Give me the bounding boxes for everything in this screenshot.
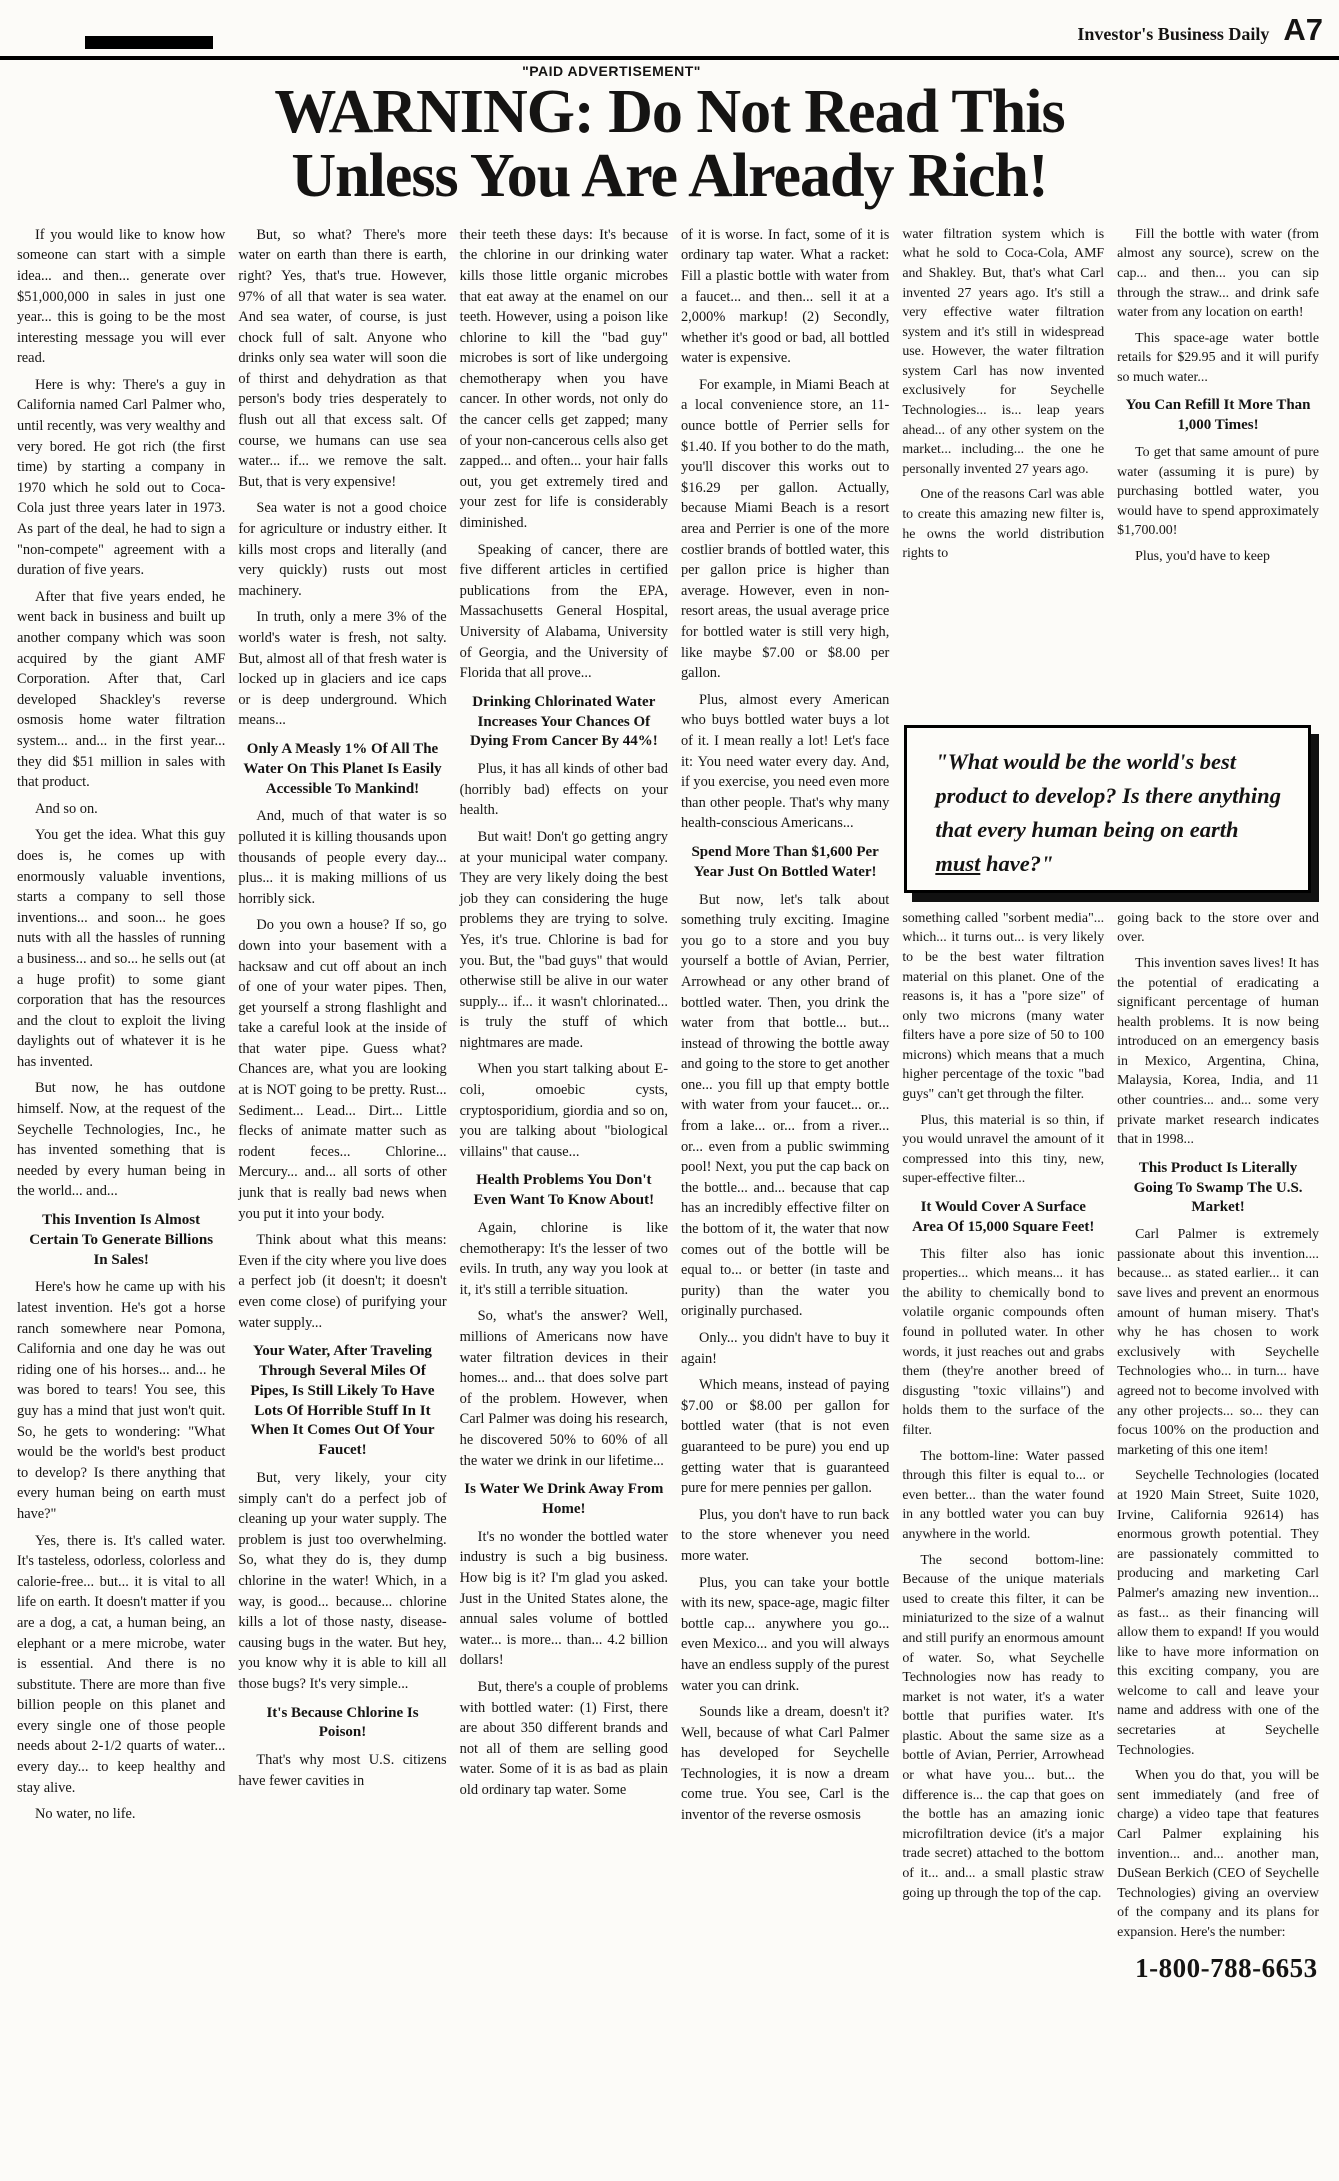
- paragraph: But now, let's talk about something truly exciting. Imagine you go to a store and you buy yourself a bottle of Avian, Perrier, Arrowhead or any other brand of bottled water. Then, you drink the water from that bottle... but... instead of throwing the bottle away and going to the store to get another one... you fill up that empty bottle with water from your faucet... or... from a lake... or... from a river... or... even from a public swimming pool! Next, you put the cap back on the bottle... and... because that cap has an incredibly effective filter on the bottom of it, the water that now comes out of the bottle will be equal to... or better (in taste and purity) than the water you originally purchased.: [680, 891, 890, 1320]
- section-heading: Only A Measly 1% Of All The Water On This Planet Is Easily Accessible To Mankind!: [243, 740, 442, 797]
- publication-name: Investor's Business Daily: [1077, 24, 1270, 44]
- paragraph: Think about what this means: Even if the city where you live does a perfect job (it doesn't; it doesn't even come close) of purifying your water supply...: [238, 1232, 447, 1331]
- paragraph: This filter also has ionic properties... which means... it has the ability to chemically bond to volatile organic compounds often found in polluted water. In other words, it just reaches out and grabs them (they're another breed of disgusting "toxic villains") and holds them to the surface of the filter.: [902, 1246, 1105, 1438]
- section-heading: It Would Cover A Surface Area Of 15,000 Square Feet!: [912, 1199, 1095, 1235]
- paragraph: If you would like to know how someone can start with a simple idea... and then... generate over $51,000,000 in sales in just one year... this is going to be the most interesting message you will ever read.: [17, 226, 226, 367]
- section-heading: Your Water, After Traveling Through Several Miles Of Pipes, Is Still Likely To Have Lots Of Horrible Stuff In It When It Comes Out Of Your Faucet!: [250, 1343, 435, 1459]
- paragraph: Plus, it has all kinds of other bad (horribly bad) effects on your health.: [459, 761, 668, 819]
- paragraph: Plus, you can take your bottle with its new, space-age, magic filter bottle cap... anywhere you go... even Mexico... and you will always have an endless supply of the purest water you can drink.: [680, 1574, 890, 1694]
- column-1: [17, 225, 225, 2181]
- paragraph: The second bottom-line: Because of the unique materials used to create this filter, it can be miniaturized to the size of a walnut and still purify an enormous amount of water. So, what Seychelle Technologies now has ready to market is not water, it's a water bottle that purifies water. It's plastic. About the same size as a bottle of Avian, Perrier, Arrowhead or what have you... but... the difference is... the cap that goes on the bottle has an amazing ionic microfiltration device (it's a major trade secret) attached to the bottom of it... and... a small plastic straw going up through the top of the cap.: [902, 1552, 1105, 1901]
- column-5-bottom: [902, 909, 1104, 1904]
- phone-number: 1-800-788-6653: [1135, 1952, 1318, 1983]
- paragraph: But now, he has outdone himself. Now, at the request of the Seychelle Technologies, Inc., he has invented something that is needed by every human being in the world... and...: [17, 1080, 226, 1200]
- paragraph: When you start talking about E-coli, omoebic cysts, cryptosporidium, giordia and so on, you are talking about "biological villains" that cause...: [459, 1061, 668, 1160]
- paragraph: This invention saves lives! It has the potential of eradicating a significant percentage of human health problems. It is now being introduced on an emergency basis in Mexico, Argentina, China, Malaysia, Korea, India, and 11 other countries... and... some very private market research indicates that in 1998...: [1117, 955, 1319, 1148]
- paragraph: Yes, there is. It's called water. It's tasteless, odorless, colorless and calorie-free... but... it is vital to all life on earth. It doesn't matter if you are a dog, a cat, a human being, an elephant or a mere microbe, water is essential. And there is no substitute. There are more than five billion people on this planet and every single one of those people needs about 2-1/2 quarts of water... every day... to keep healthy and stay alive.: [17, 1532, 226, 1796]
- paragraph: Plus, this material is so thin, if you would unravel the amount of it compressed into this tiny, new, super-effective filter...: [902, 1112, 1105, 1187]
- section-heading: Drinking Chlorinated Water Increases Your Chances Of Dying From Cancer By 44%!: [469, 693, 658, 750]
- paragraph: Do you own a house? If so, go down into your basement with a hacksaw and cut off about an inch of one of your water pipes. Then, get yourself a strong flashlight and take a careful look at the inside of that water pipe. Guess what? Chances are, what you are looking at is NOT going to be pretty. Rust... Sediment... Lead... Dirt... Little flecks of animate matter such as rodent feces... Chlorine... Mercury... and... all sorts of other junk that is really bad news when you put it into your body.: [238, 917, 447, 1222]
- paragraph: When you do that, you will be sent immediately (and free of charge) a video tape that features Carl Palmer explaining his invention... and... another man, DuSean Berkich (CEO of Seychelle Technologies) giving an overview of the company and its plans for expansion. Here's the number:: [1117, 1768, 1319, 1941]
- paragraph: Here is why: There's a guy in California named Carl Palmer who, until recently, was very wealthy and very bored. He got rich (the first time) by starting a company in 1970 which he sold out to Coca-Cola just three years later in 1973. As part of the deal, he had to sign a "non-compete" agreement with a duration of five years.: [17, 376, 226, 579]
- paragraph: It's no wonder the bottled water industry is such a big business. How big is it? I'm glad you asked. Just in the United States alone, the annual sales volume of bottled water... is more... than... 4.2 billion dollars!: [459, 1528, 668, 1669]
- paragraph: For example, in Miami Beach at a local convenience store, an 11-ounce bottle of Perrier sells for $1.40. If you bother to do the math, you'll discover this works out to $16.29 per gallon. Actually, because Miami Beach is a resort area and Perrier is one of the more costlier brands of bottled water, this per gallon price is higher than average. However, even in non-resort areas, the usual average price for bottled water is still very high, like maybe $7.00 or $8.00 per gallon.: [680, 376, 890, 682]
- pull-quote-emphasis: must: [935, 851, 981, 877]
- scan-artifact-bar: [85, 36, 213, 49]
- headline-line-1: WARNING: Do Not Read This: [274, 78, 1065, 146]
- paragraph: Again, chlorine is like chemotherapy: It's the lesser of two evils. In truth, any way you look at it, it's still a terrible situation.: [459, 1220, 668, 1298]
- column-2: [238, 225, 446, 2181]
- pull-quote-text-end: have?": [980, 851, 1054, 877]
- column-4: [681, 225, 889, 2181]
- paragraph: Plus, you don't have to run back to the store whenever you need more water.: [680, 1506, 890, 1564]
- paragraph: No water, no life.: [35, 1806, 136, 1823]
- paragraph: But, very likely, your city simply can't do a perfect job of cleaning up your water supply. The problem is just too overwhelming. So, what they do is, they dump chlorine in the water! Which, in a way, is good... because... chlorine kills a lot of those nasty, disease-causing bugs in the water. But hey, you know why it is able to kill all those bugs? It's very simple...: [238, 1469, 447, 1692]
- masthead: [0, 0, 1339, 60]
- page-number: A7: [1283, 12, 1323, 47]
- paragraph: Seychelle Technologies (located at 1920 Main Street, Suite 1020, Irvine, California 92614) has enormous growth potential. They are passionately committed to producing and marketing Carl Palmer's amazing new invention... as fast... as their financing will allow them to expand! If you would like to have more information on this exciting company, you are welcome to call and leave your name and address with one of the secretaries at Seychelle Technologies.: [1117, 1468, 1319, 1758]
- section-heading: Is Water We Drink Away From Home!: [464, 1481, 664, 1517]
- paragraph: Sea water is not a good choice for agriculture or industry either. It kills most crops and literally (and very quickly) rusts out most machinery.: [238, 500, 447, 599]
- paragraph: something called "sorbent media"... which... it turns out... is very likely to be the best water filtration material on this planet. One of the reasons is, it has a "pore size" of only two microns (many water filters have a pore size of 50 to 100 microns) which means that a much higher percentage of the toxic "bad guys" can't get through the filter.: [902, 910, 1105, 1103]
- pull-quote-text: "What would be the world's best product to develop? Is there anything that every human being on earth: [935, 748, 1281, 843]
- paragraph: To get that same amount of pure water (assuming it is pure) by purchasing bottled water, you would have to spend approximately $1,700.00!: [1117, 445, 1319, 539]
- column-5: [902, 225, 1104, 2181]
- masthead-right: [1077, 12, 1323, 48]
- paragraph: Only... you didn't have to buy it again!: [680, 1330, 890, 1367]
- paragraph: You get the idea. What this guy does is, he comes up with enormously valuable inventions, starts a company to sell those inventions... and soon... he goes nuts with all the hassles of running a business... and so... he sells out (at a huge profit) to some giant corporation that has the resources and the clout to exploit the living daylights out of whatever it is he has invented.: [17, 827, 226, 1070]
- column-3: [460, 225, 668, 2181]
- paragraph: their teeth these days: It's because the chlorine in our drinking water kills those little organic microbes that eat away at the enamel on our teeth. However, using a poison like chlorine to kill the "bad guy" microbes is sort of like undergoing chemotherapy when you have cancer. In other words, not only do the cancer cells get zapped; many of your non-cancerous cells also get zapped... and often... your hair falls out, you get extremely tired and your zest for life is considerably diminished.: [459, 226, 668, 532]
- paragraph: So, what's the answer? Well, millions of Americans now have water filtration devices in their homes... and... that does solve part of the problem. However, when Carl Palmer was doing his research, he discovered 50% to 60% of all the water we drink in our lifetime...: [459, 1308, 668, 1469]
- column-6-top: [1117, 225, 1319, 717]
- columns-5-6-wrapper: [902, 225, 1319, 2181]
- paragraph: Speaking of cancer, there are five different articles in certified publications from the EPA, Massachusetts General Hospital, University of Alabama, University of Georgia, and the University of Florida that all prove...: [459, 541, 668, 682]
- paragraph: And so on.: [35, 800, 98, 817]
- paragraph: Here's how he came up with his latest invention. He's got a horse ranch somewhere near Pomona, California and one day he was out riding one of his horses... and... he was bored to tears! You see, this guy has a mind that just won't quit. So, he gets to wondering: "What would be the world's best product to develop? Is there anything that every human being on earth must have?": [17, 1279, 226, 1522]
- paragraph: Sounds like a dream, doesn't it? Well, because of what Carl Palmer has developed for Seychelle Technologies, it is now a dream come true. You see, Carl is the inventor of the reverse osmosis: [680, 1704, 890, 1824]
- pull-quote-box: [904, 725, 1311, 893]
- section-heading: You Can Refill It More Than 1,000 Times!: [1125, 397, 1311, 434]
- headline: [10, 78, 1329, 210]
- column-6: [1117, 225, 1319, 2181]
- paragraph: After that five years ended, he went back in business and built up another company which was soon acquired by the giant AMF Corporation. After that, Carl developed Shackley's reverse osmosis home water filtration system... and... in the first year... they did $51 million in sales with that product.: [17, 588, 226, 791]
- paragraph: And, much of that water is so polluted it is killing thousands upon thousands of people every day... plus... it is making millions of us horribly sick.: [238, 808, 447, 907]
- paragraph: One of the reasons Carl was able to create this amazing new filter is, he owns the world distribution rights to: [902, 487, 1105, 562]
- section-heading: This Product Is Literally Going To Swamp The U.S. Market!: [1133, 1159, 1303, 1216]
- paragraph: Carl Palmer is extremely passionate about this invention.... because... as stated earlier... it can save lives and prevent an enormous amount of human misery. That's why he has chosen to work exclusively with Seychelle Technologies who... in turn... have agreed not to become involved with any other projects... so... they can focus 100% on the production and marketing of this one item!: [1117, 1227, 1319, 1458]
- section-heading: This Invention Is Almost Certain To Generate Billions In Sales!: [29, 1212, 214, 1268]
- column-6-bottom: [1117, 909, 1319, 1987]
- paragraph: of it is worse. In fact, some of it is ordinary tap water. What a racket: Fill a plastic bottle with water from a faucet... and then... sell it at a 2,000% markup! (2) Secondly, whether it's good or bad, all bottled water is expensive.: [680, 226, 890, 367]
- paragraph: Plus, you'd have to keep: [1135, 549, 1270, 565]
- paragraph: In truth, only a mere 3% of the world's water is fresh, not salty. But, almost all of that fresh water is locked up in glaciers and ice caps or is deep underground. Which means...: [238, 609, 447, 729]
- section-heading: It's Because Chlorine Is Poison!: [266, 1704, 419, 1741]
- paragraph: This space-age water bottle retails for $29.95 and it will purify so much water...: [1117, 330, 1319, 385]
- section-heading: Health Problems You Don't Even Want To Know About!: [473, 1172, 655, 1209]
- paragraph: That's why most U.S. citizens have fewer cavities in: [238, 1752, 447, 1789]
- paragraph: But, there's a couple of problems with bottled water: (1) First, there are about 350 different brands and not all of them are selling good water. Some of it is as bad as plain old ordinary tap water. Some: [459, 1678, 668, 1798]
- section-heading: Spend More Than $1,600 Per Year Just On Bottled Water!: [691, 843, 879, 880]
- paid-advertisement-label: "PAID ADVERTISEMENT": [522, 63, 701, 79]
- paragraph: But wait! Don't go getting angry at your municipal water company. They are very likely doing the best job they can considering the huge problems they are trying to solve. Yes, it's true. Chlorine is bad for you. But, the "bad guys" that would otherwise still be alive in our water supply... if... it wasn't chlorinated... is truly the stuff of which nightmares are made.: [459, 828, 668, 1051]
- article-body: [0, 215, 1339, 2181]
- paragraph: Plus, almost every American who buys bottled water buys a lot of it. I mean really a lot! Let's face it: You need water every day. And, if you exercise, you need even more than other people. That's why many health-conscious Americans...: [680, 691, 890, 832]
- paragraph: But, so what? There's more water on earth than there is earth, right? Yes, that's true. However, 97% of all that water is sea water. And sea water, of course, is just chock full of salt. Anyone who drinks only sea water will soon die of thirst and dehydration as that person's body tries desperately to flush out all that excess salt. Of course, we humans can use sea water... if... we remove the salt. But, that is very expensive!: [238, 226, 447, 490]
- paragraph: Which means, instead of paying $7.00 or $8.00 per gallon for bottled water (that is not even guaranteed to be pure) you end up getting water that is guaranteed pure for mere pennies per gallon.: [680, 1377, 890, 1497]
- paragraph: going back to the store over and over.: [1117, 910, 1319, 946]
- paragraph: water filtration system which is what he sold to Coca-Cola, AMF and Shakley. But, that's what Carl invented 27 years ago. It's still a very effective water filtration system and it's still in widespread use. However, the water filtration system Carl has now invented exclusively for Seychelle Technologies... is... leap years ahead... of any other system on the market... including... the one he personally invented 27 years ago.: [902, 226, 1105, 477]
- paragraph: Fill the bottle with water (from almost any source), screw on the cap... and then... you can sip through the straw... and drink safe water from any location on earth!: [1117, 226, 1319, 321]
- paragraph: The bottom-line: Water passed through this filter is equal to... or even better... than the water found in any bottled water you can buy anywhere in the world.: [902, 1448, 1105, 1542]
- column-5-top: [902, 225, 1104, 717]
- headline-line-2: Unless You Are Already Rich!: [291, 141, 1048, 210]
